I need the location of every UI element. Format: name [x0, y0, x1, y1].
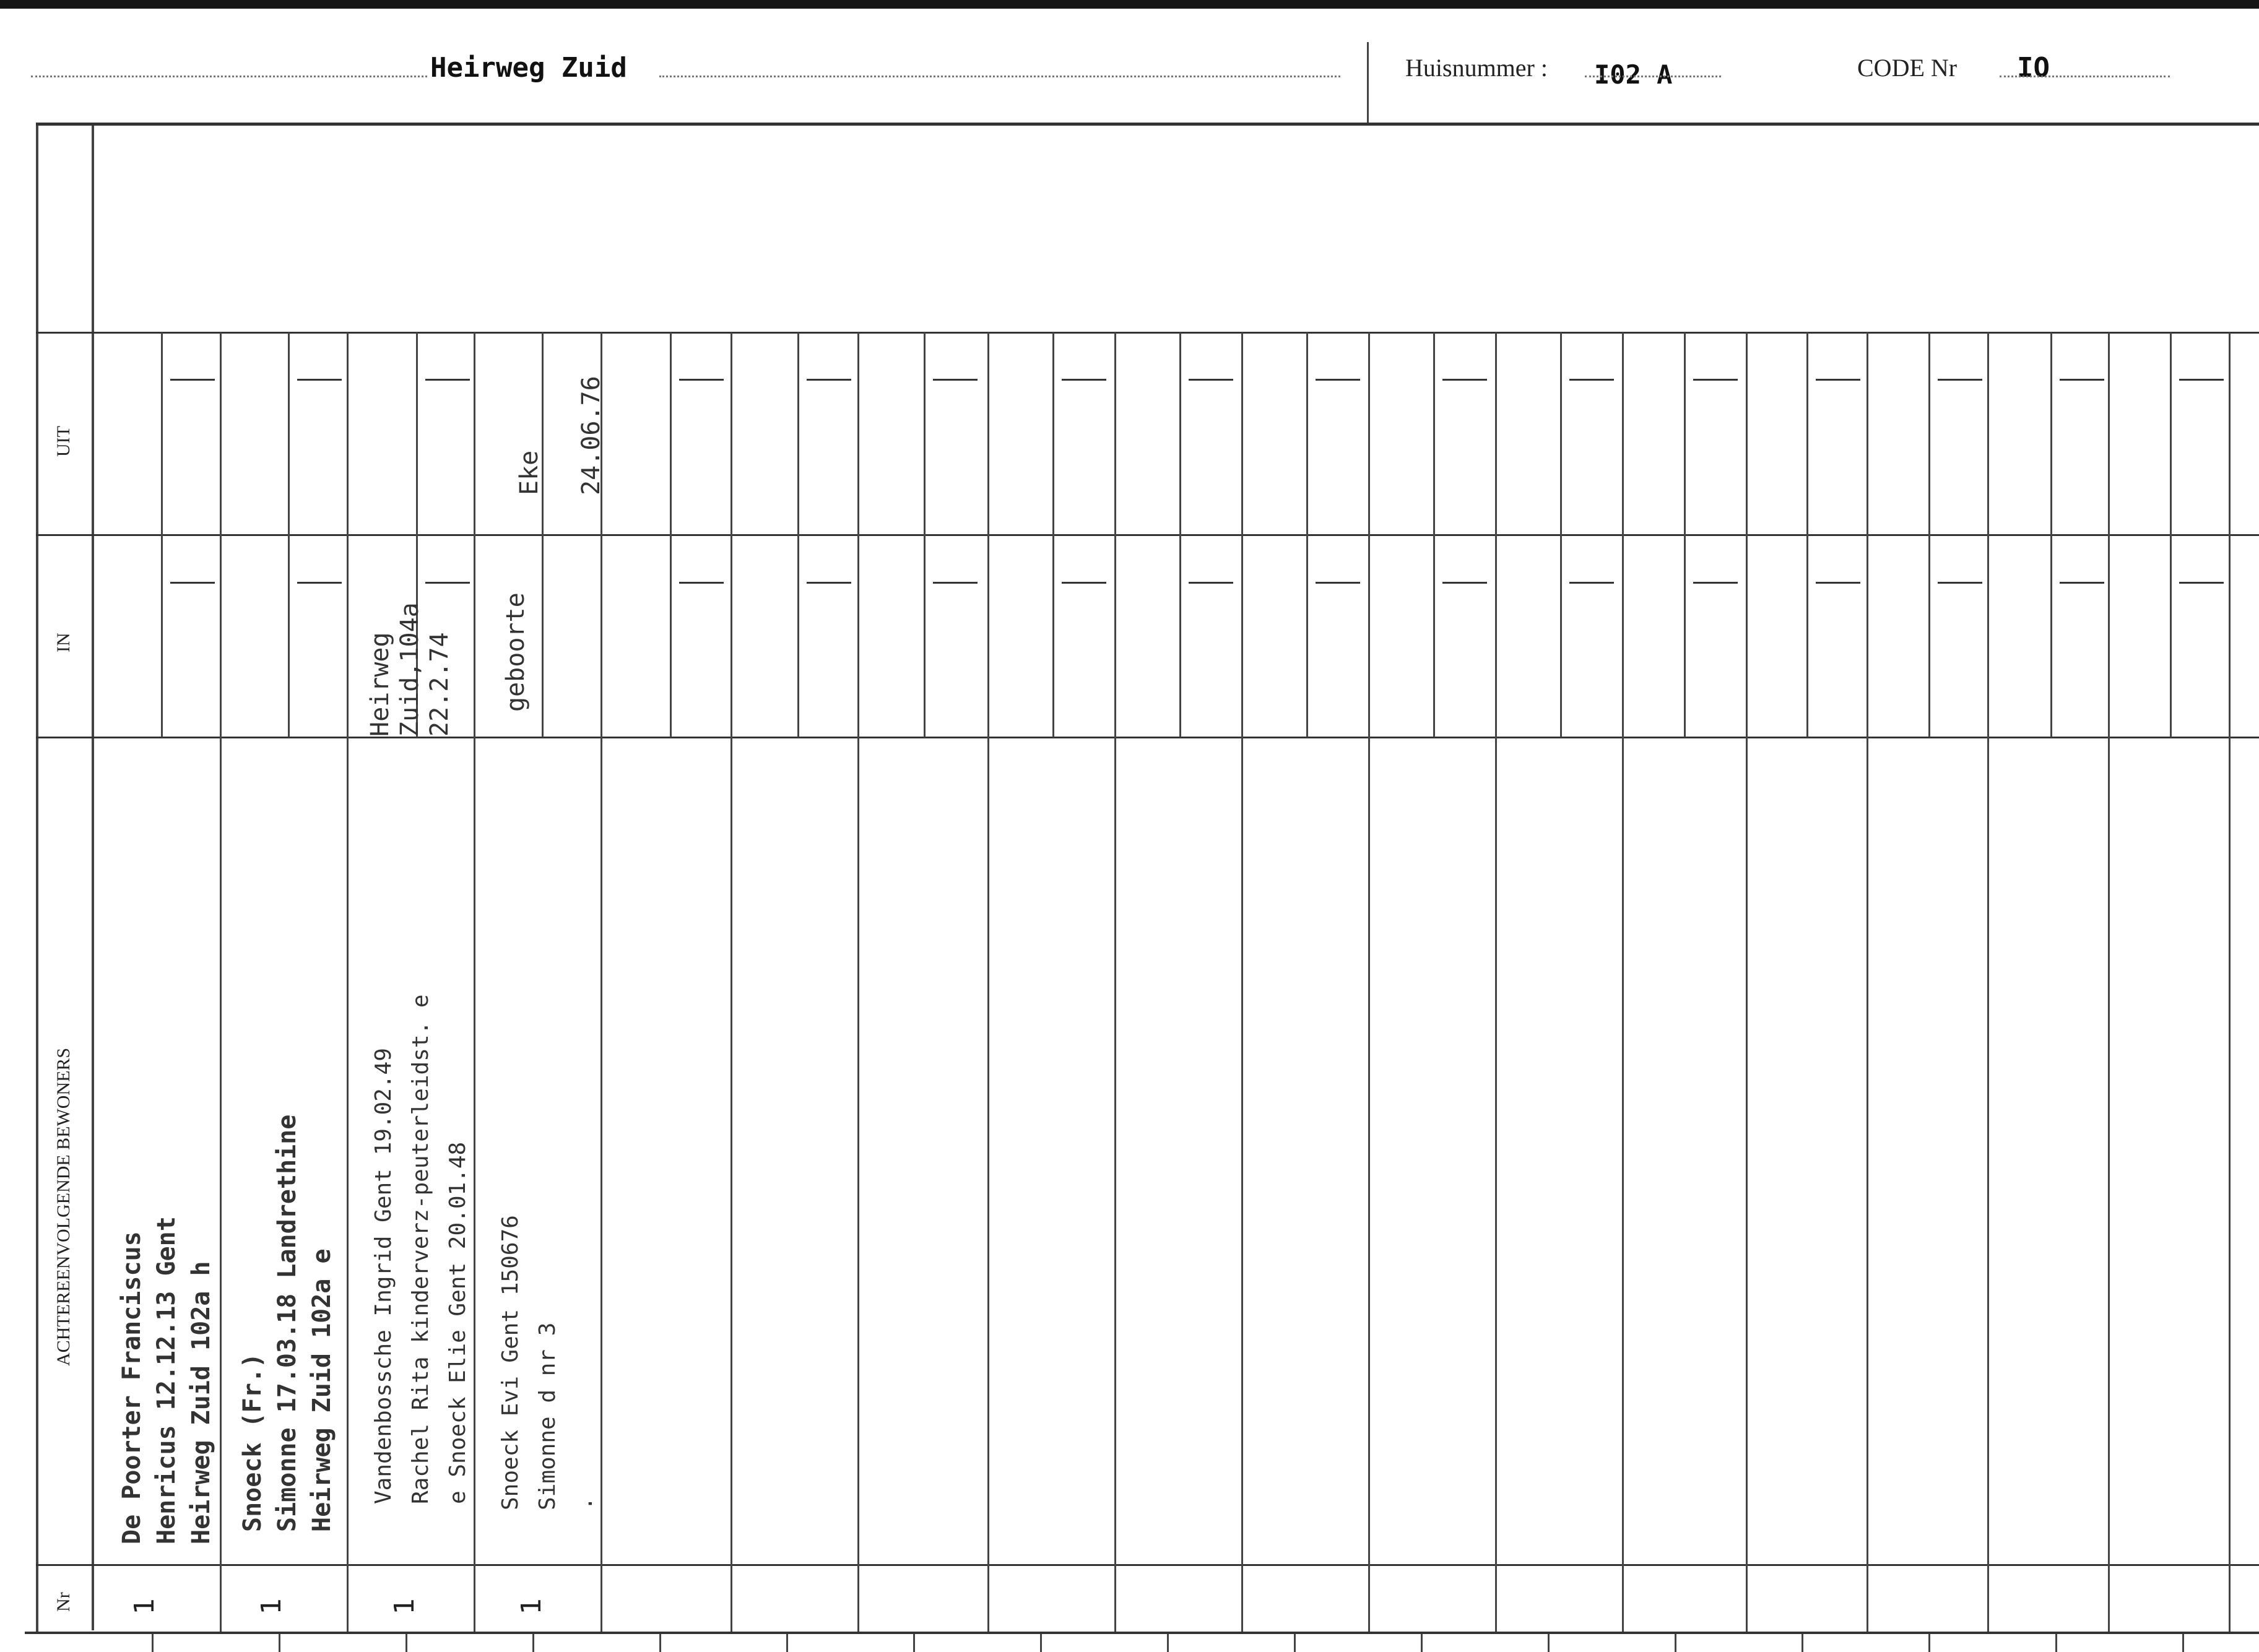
street-dotted-line-2: [659, 76, 1340, 77]
grid-subcolumn-line: [1179, 332, 1181, 737]
grid-dash: [1693, 379, 1738, 381]
entry-1-line-3: Heirweg Zuid 102a h: [187, 1261, 215, 1544]
grid-subcolumn-line: [797, 332, 799, 737]
entry-3-line-3: e Snoeck Elie Gent 20.01.48: [445, 1141, 470, 1504]
entry-3-nr: 1: [388, 1598, 420, 1615]
entry-3-in: [365, 602, 454, 737]
grid-column-line: [347, 332, 349, 1632]
grid-column-line: [1867, 332, 1868, 1632]
code-dotted-line: [2000, 76, 2170, 77]
grid-dash: [1189, 379, 1233, 381]
entry-3-text: [365, 994, 477, 1504]
grid-column-line: [1241, 332, 1243, 1632]
grid-subcolumn-line: [2050, 332, 2052, 737]
grid-bottom-tick: [2055, 1634, 2057, 1652]
grid-subcolumn-line: [1433, 332, 1435, 737]
entry-2-line-3: Heirweg Zuid 102a e: [308, 1248, 336, 1532]
grid-dash: [2179, 379, 2224, 381]
grid-dash: [425, 582, 470, 584]
grid-dash: [425, 379, 470, 381]
entry-1-nr: 1: [128, 1598, 160, 1615]
grid-bottom-tick: [152, 1634, 154, 1652]
entry-2-text: [235, 1115, 339, 1532]
grid-bottom-tick: [1294, 1634, 1296, 1652]
entry-4-in: [501, 592, 530, 712]
grid-column-line: [220, 332, 222, 1632]
entry-1-line-1: De Poorter Franciscus: [118, 1231, 146, 1544]
huisnummer-label: Huisnummer :: [1405, 54, 1548, 82]
grid-dash: [1569, 582, 1614, 584]
grid-dash: [2179, 582, 2224, 584]
grid-subcolumn-line: [1306, 332, 1308, 737]
grid-dash: [170, 582, 215, 584]
grid-column-line: [2108, 332, 2110, 1632]
grid-dash: [2060, 379, 2104, 381]
street-dotted-line: [31, 76, 427, 77]
grid-dash: [807, 582, 851, 584]
entry-3-in-line-3: 22.2.74: [425, 632, 454, 737]
row-divider-uit: [36, 332, 2259, 334]
entry-4-nr: 1: [515, 1598, 547, 1615]
grid-dash: [1189, 582, 1233, 584]
grid-dash: [297, 379, 342, 381]
grid-dash: [1816, 582, 1860, 584]
grid-subcolumn-line: [1928, 332, 1930, 737]
grid-bottom-tick: [1675, 1634, 1676, 1652]
entry-4-line-2: Simonne d nr 3: [535, 1322, 560, 1510]
grid-bottom-tick: [1167, 1634, 1169, 1652]
huisnummer-value: I02 A: [1594, 59, 1673, 90]
grid-subcolumn-line: [288, 332, 290, 737]
grid-dash: [1316, 582, 1360, 584]
grid-subcolumn-line: [2170, 332, 2172, 737]
grid-subcolumn-line: [161, 332, 163, 737]
grid-subcolumn-line: [1052, 332, 1054, 737]
huisnummer-dotted-line: [1585, 76, 1721, 77]
entry-3-line-2: Rachel Rita kinderverz-peuterleidst. e: [408, 994, 433, 1504]
grid-dash: [170, 379, 215, 381]
entry-4-in-line-1: geboorte: [501, 592, 530, 712]
grid-column-line: [1495, 332, 1497, 1632]
entry-2-line-1: Snoeck (Fr.): [238, 1353, 267, 1532]
grid-dash: [1938, 582, 1982, 584]
grid-subcolumn-line: [1806, 332, 1808, 737]
row-divider-in: [36, 534, 2259, 536]
header-divider: [1367, 42, 1369, 123]
frame-label-column: [92, 124, 94, 1630]
frame-bottom: [25, 1632, 2259, 1634]
grid-dash: [679, 379, 724, 381]
grid-column-line: [1114, 332, 1116, 1632]
grid-bottom-tick: [405, 1634, 407, 1652]
grid-bottom-tick: [2182, 1634, 2184, 1652]
top-scan-edge: [0, 0, 2259, 9]
column-label-in: IN: [53, 633, 74, 652]
grid-dash: [1693, 582, 1738, 584]
grid-dash: [807, 379, 851, 381]
grid-bottom-tick: [1928, 1634, 1930, 1652]
column-label-nr: Nr: [53, 1592, 74, 1612]
entry-1-line-2: Henricus 12.12.13 Gent: [152, 1216, 181, 1544]
entry-2-line-2: Simonne 17.03.18 Landrethine: [273, 1114, 301, 1532]
frame-top: [36, 123, 2259, 126]
grid-bottom-tick: [1040, 1634, 1042, 1652]
grid-dash: [1569, 379, 1614, 381]
entry-4-text: [492, 1215, 604, 1510]
grid-column-line: [987, 332, 989, 1632]
grid-column-line: [1987, 332, 1989, 1632]
grid-bottom-tick: [532, 1634, 534, 1652]
grid-subcolumn-line: [1684, 332, 1686, 737]
row-divider-nr: [36, 1564, 2259, 1566]
entry-3-in-line-2: Zuid,104a: [396, 602, 424, 737]
grid-dash: [2060, 582, 2104, 584]
grid-dash: [933, 582, 978, 584]
entry-4-line-1: Snoeck Evi Gent 150676: [498, 1215, 523, 1510]
grid-dash: [1442, 582, 1487, 584]
column-label-bewoners: ACHTEREENVOLGENDE BEWONERS: [53, 1047, 74, 1366]
row-divider-bewoners: [36, 737, 2259, 738]
entry-3-in-line-1: Heirweg: [366, 632, 394, 737]
column-label-uit: UIT: [53, 426, 74, 457]
grid-dash: [1062, 379, 1106, 381]
grid-bottom-tick: [786, 1634, 788, 1652]
grid-bottom-tick: [659, 1634, 661, 1652]
entry-1-text: [115, 1216, 219, 1544]
grid-subcolumn-line: [670, 332, 672, 737]
grid-dash: [933, 379, 978, 381]
grid-dash: [1442, 379, 1487, 381]
grid-subcolumn-line: [924, 332, 926, 737]
grid-bottom-tick: [913, 1634, 915, 1652]
grid-dash: [297, 582, 342, 584]
grid-bottom-tick: [1802, 1634, 1803, 1652]
grid-dash: [1316, 379, 1360, 381]
grid-column-line: [1368, 332, 1370, 1632]
entry-2-nr: 1: [255, 1598, 287, 1615]
grid-dash: [1938, 379, 1982, 381]
entry-4-uit: [498, 376, 622, 495]
grid-column-line: [1622, 332, 1624, 1632]
grid-column-line: [2229, 332, 2231, 1632]
grid-bottom-tick: [1421, 1634, 1423, 1652]
entry-3-line-1: Vandenbossche Ingrid Gent 19.02.49: [371, 1048, 396, 1504]
grid-bottom-tick: [1548, 1634, 1550, 1652]
grid-column-line: [857, 332, 859, 1632]
grid-column-line: [731, 332, 732, 1632]
grid-column-line: [1746, 332, 1748, 1632]
street-name: Heirweg Zuid: [430, 52, 627, 84]
frame-left: [36, 123, 38, 1632]
grid-bottom-tick: [279, 1634, 280, 1652]
grid-subcolumn-line: [1560, 332, 1562, 737]
code-label: CODE Nr: [1857, 54, 1958, 82]
grid-dash: [679, 582, 724, 584]
grid-dash: [1062, 582, 1106, 584]
entry-4-uit-line-1: Eke: [515, 450, 544, 495]
grid-dash: [1816, 379, 1860, 381]
entry-4-line-3: .: [572, 1497, 597, 1510]
code-value: IO: [2017, 52, 2050, 84]
entry-4-uit-line-2: 24.06.76: [577, 376, 605, 495]
